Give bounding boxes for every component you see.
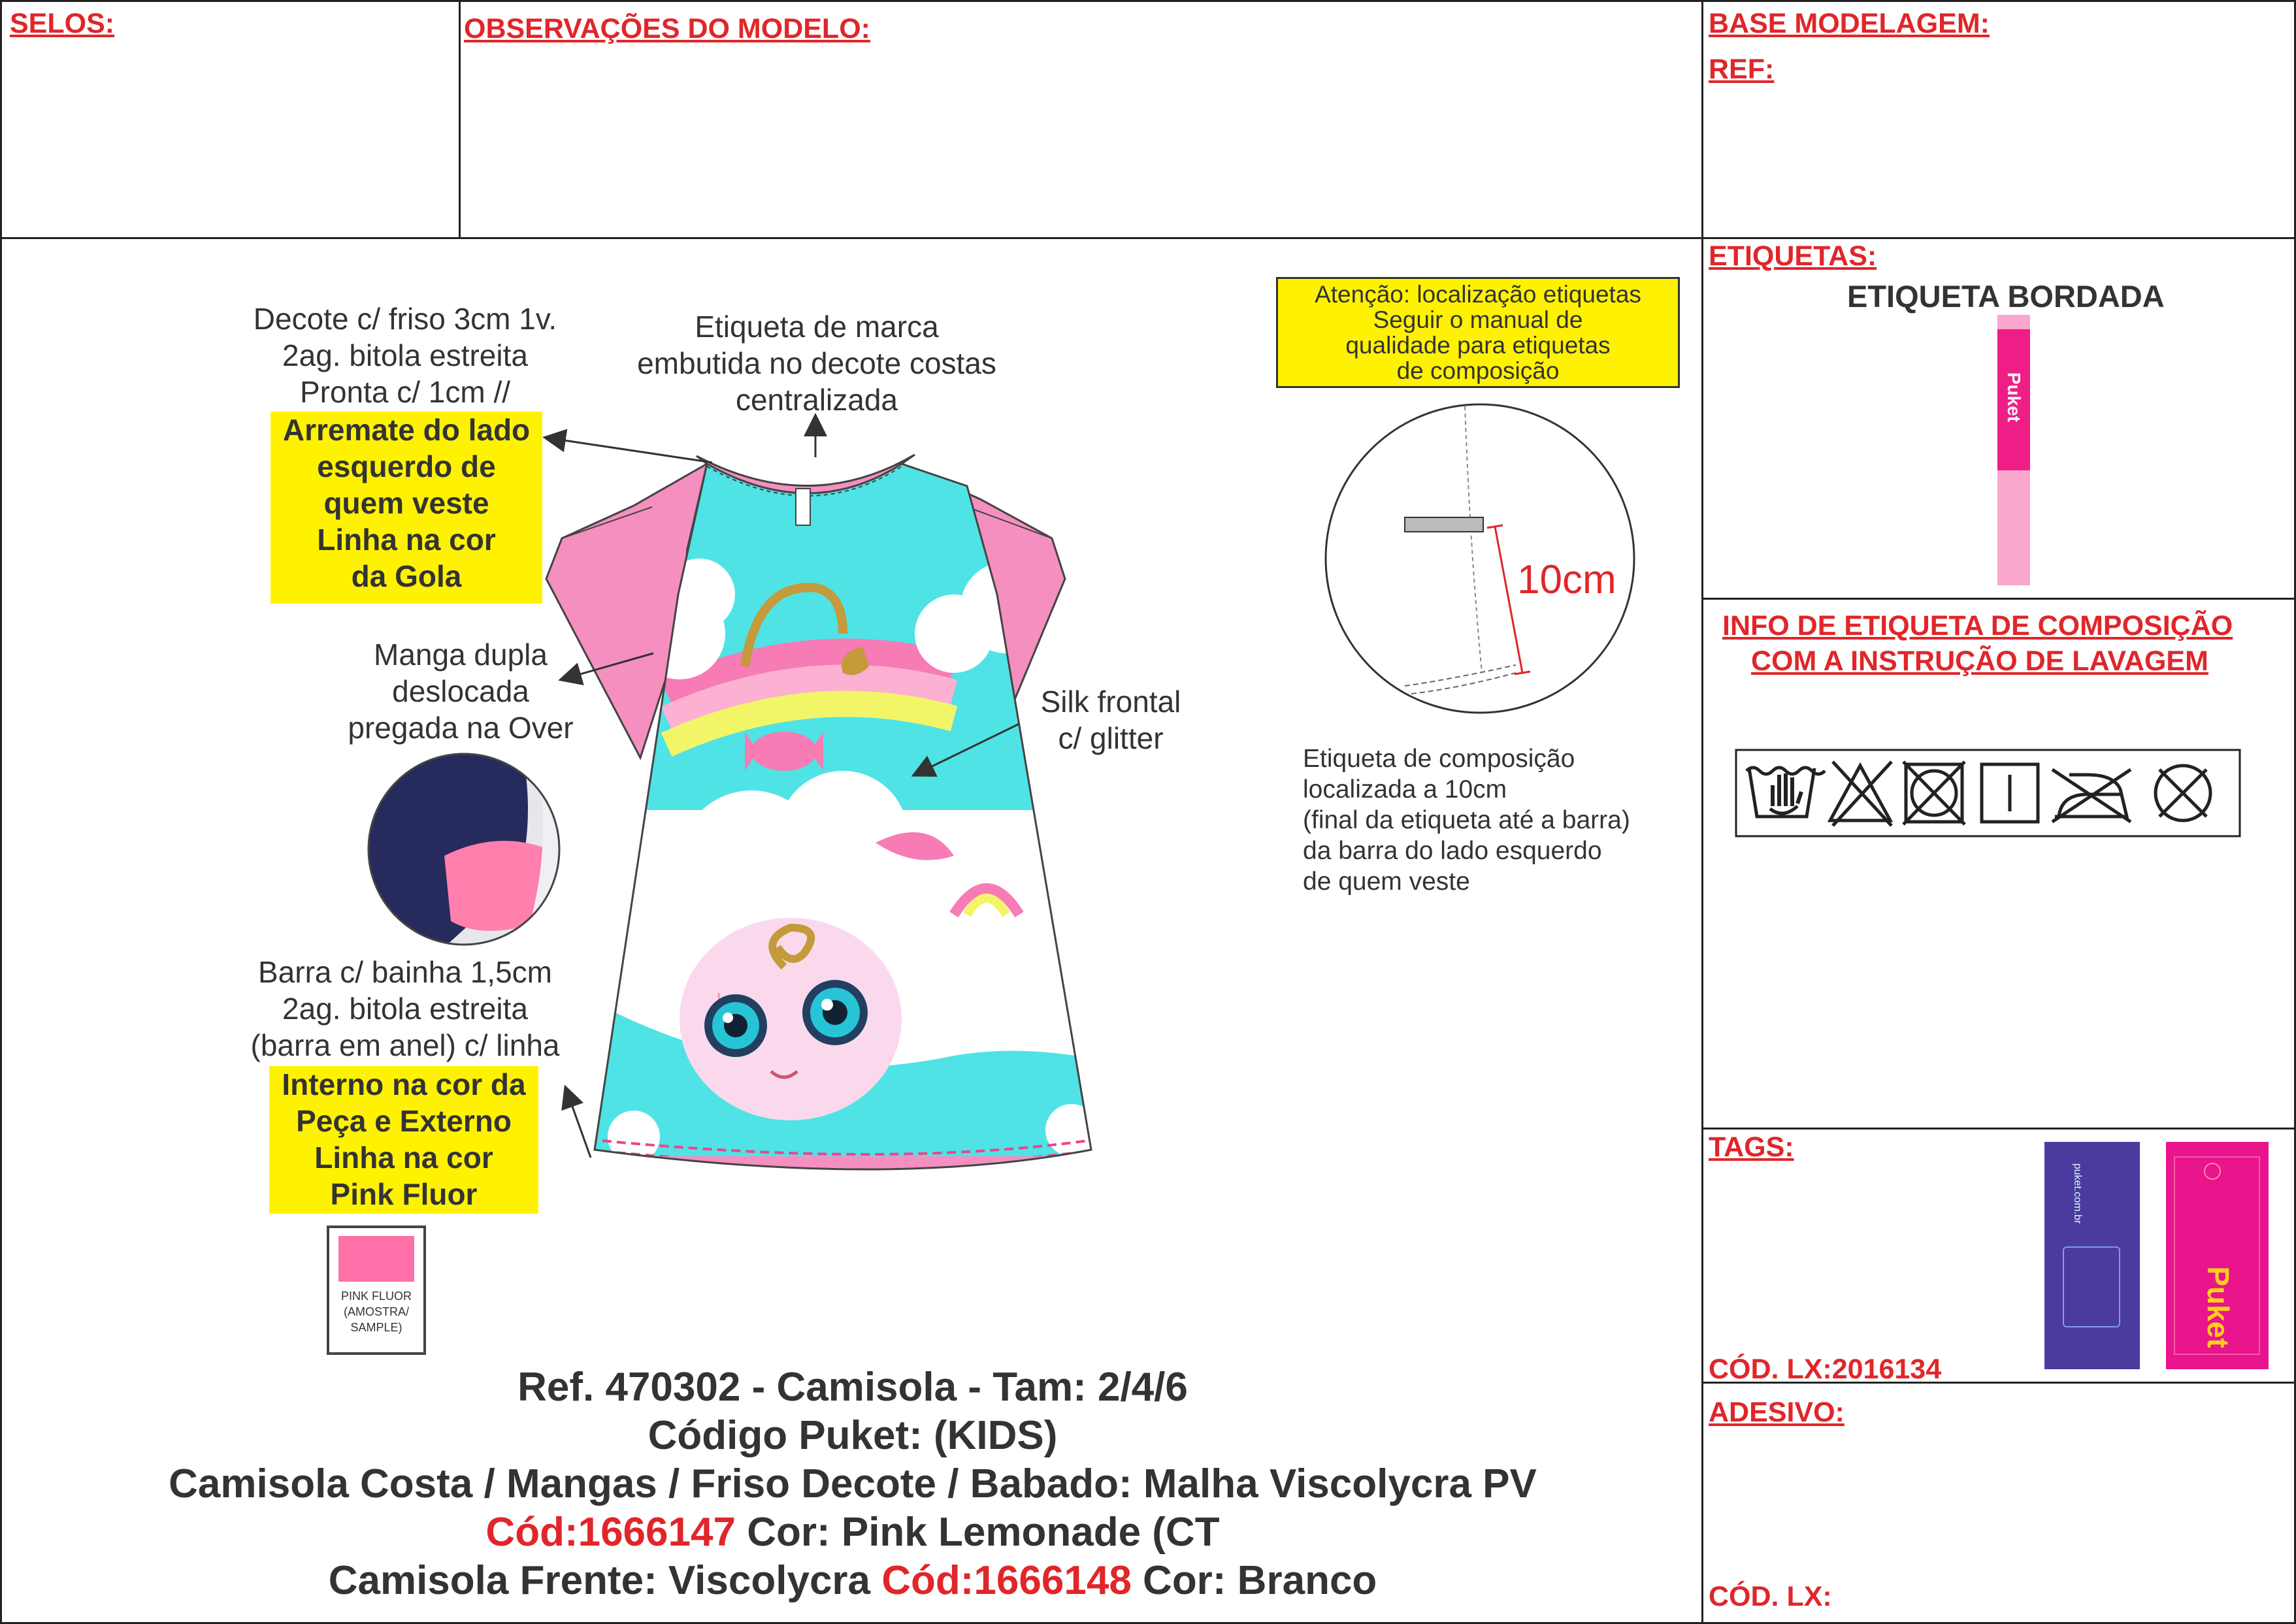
tag-front-brand: Puket [2201,1266,2235,1348]
hem-hl-line: Linha na cor [314,1141,493,1175]
swatch-line: PINK FLUOR [340,1290,412,1303]
neckline-hl-line: da Gola [351,559,462,593]
adesivo-heading: ADESIVO: [1709,1397,1845,1428]
sleeve-line: pregada na Over [348,711,574,745]
composition-line: localizada a 10cm [1303,775,1507,804]
swatch-line: (AMOSTRA/ [343,1305,409,1318]
composition-line: de quem veste [1303,868,1470,896]
neckline-hl-line: esquerdo de [317,449,496,483]
info-heading-line2: COM A INSTRUÇÃO DE LAVAGEM [1751,645,2208,677]
neckline-highlight-text [271,412,542,594]
neckline-line: Pronta c/ 1cm // [299,375,511,409]
costa-code: Cód:1666147 [485,1510,736,1555]
brand-label-line: Etiqueta de marca [695,310,939,344]
neckline-line: Decote c/ friso 3cm 1v. [253,302,557,336]
brand-label-line: embutida no decote costas [637,346,996,380]
neckline-line: 2ag. bitola estreita [282,338,528,372]
hem-line: (barra em anel) c/ linha [250,1028,560,1062]
attention-line: Seguir o manual de [1373,306,1583,333]
sleeve-note [307,636,614,746]
hem-line: 2ag. bitola estreita [282,992,528,1026]
swatch-line: SAMPLE) [350,1321,402,1334]
frente-color-line [0,1557,1705,1604]
brand-label-note [601,308,1032,418]
embroidered-label [1997,315,2030,585]
base-modelagem-heading: BASE MODELAGEM: [1709,8,1990,39]
selos-heading: SELOS: [10,8,115,39]
info-heading-line1: INFO DE ETIQUETA DE COMPOSIÇÃO [1722,610,2233,641]
tag-back [2044,1142,2140,1369]
tags-heading: TAGS: [1709,1131,1794,1163]
attention-line: qualidade para etiquetas [1345,332,1611,359]
hem-highlight-text [269,1066,538,1212]
neckline-hl-line: Arremate do lado [282,413,531,447]
ref-heading: REF: [1709,54,1775,85]
silk-line: c/ glitter [1058,721,1164,755]
hem-note [222,954,588,1064]
brand-label-line: centralizada [735,383,898,417]
no-tumble-dry-icon [1903,762,1965,824]
pink-fluor-swatch [327,1226,426,1355]
neckline-note [222,300,588,410]
measure-label: 10cm [1517,557,1616,602]
hem-hl-line: Interno na cor da [282,1067,526,1101]
adesivo-code-label: CÓD. LX: [1709,1581,1832,1612]
attention-line: Atenção: localização etiquetas [1315,281,1641,308]
embroidered-label-brand: Puket [2004,372,2024,423]
hem-hl-line: Peça e Externo [296,1104,512,1138]
etiquetas-heading: ETIQUETAS: [1709,240,1877,272]
costa-color-line [0,1509,1705,1555]
attention-line: de composição [1396,357,1560,384]
info-etiqueta-box [1701,598,2296,1129]
costa-color: Cor: Pink Lemonade (CT [735,1510,1220,1555]
composition-line: (final da etiqueta até a barra) [1303,806,1630,834]
codigo-line: Código Puket: (KIDS) [648,1413,1058,1458]
observacoes-heading: OBSERVAÇÕES DO MODELO: [464,13,870,44]
neckline-hl-line: quem veste [323,486,489,520]
silk-note [1006,683,1215,756]
frente-fabric: Camisola Frente: Viscolycra [328,1558,882,1603]
hem-hl-line: Pink Fluor [330,1177,478,1211]
sleeve-line: Manga dupla [374,638,548,672]
ref-line: Ref. 470302 - Camisola - Tam: 2/4/6 [517,1365,1188,1410]
composition-line: Etiqueta de composição [1303,745,1575,773]
tag-back-url: puket.com.br [2072,1163,2083,1224]
sleeve-line: deslocada [392,674,529,708]
neckline-hl-line: Linha na cor [317,523,496,557]
silk-line: Silk frontal [1040,685,1181,719]
hem-line: Barra c/ bainha 1,5cm [257,955,552,989]
tag-front [2166,1142,2269,1369]
tag-code-label: CÓD. LX:2016134 [1709,1354,1942,1385]
materials-line: Camisola Costa / Mangas / Friso Decote / Babado: Malha Viscolycra PV [169,1461,1537,1506]
frente-code: Cód:1666148 [881,1558,1132,1603]
composition-line: da barra do lado esquerdo [1303,837,1602,865]
wash-instructions-strip [1735,749,2241,837]
etiqueta-bordada-label: ETIQUETA BORDADA [1847,279,2165,314]
frente-color: Cor: Branco [1131,1558,1377,1603]
